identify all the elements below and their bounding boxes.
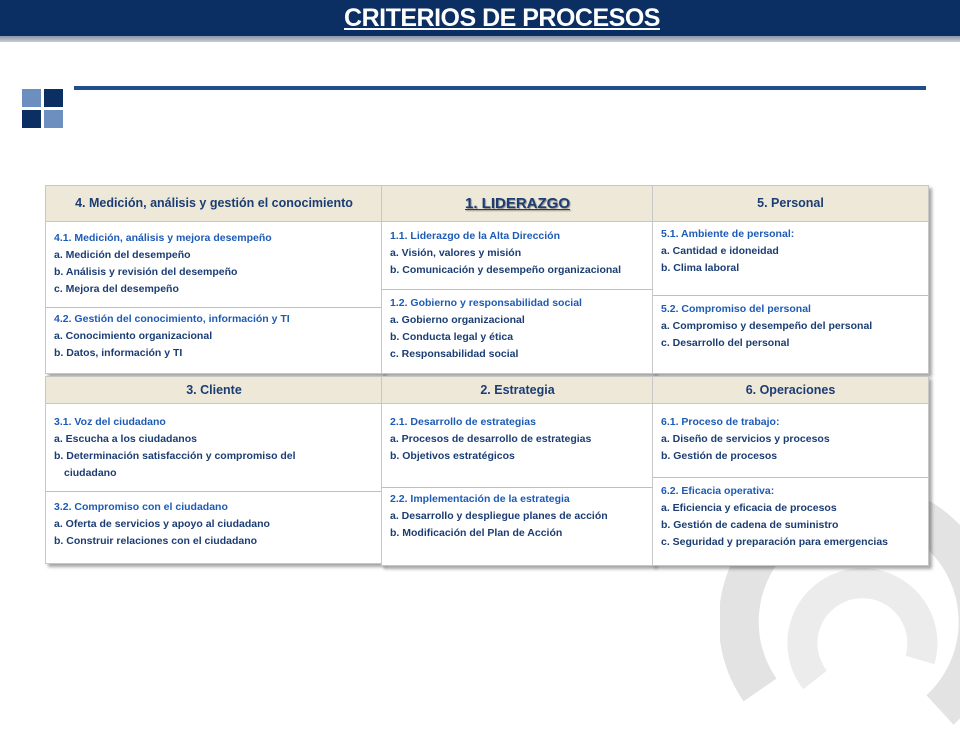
subcriterion-4-2: 4.2. Gestión del conocimiento, información y TI a. Conocimiento organizacional b. Datos, información y TI bbox=[54, 313, 290, 359]
page-title: CRITERIOS DE PROCESOS bbox=[344, 4, 660, 32]
criterion-header: 5. Personal bbox=[653, 186, 928, 222]
subcriterion-5-2: 5.2. Compromiso del personal a. Compromiso y desempeño del personal c. Desarrollo del personal bbox=[661, 303, 873, 349]
subcriterion-6-1: 6.1. Proceso de trabajo: a. Diseño de servicios y procesos b. Gestión de procesos bbox=[661, 416, 830, 462]
subcriterion-6-2: 6.2. Eficacia operativa: a. Eficiencia y eficacia de procesos b. Gestión de cadena de suministro c. Seguridad y preparación para emergencias bbox=[661, 485, 889, 548]
criterion-6-operaciones bbox=[652, 376, 929, 566]
subcriterion-1-1: 1.1. Liderazgo de la Alta Dirección a. Visión, valores y misión b. Comunicación y desempeño organizacional bbox=[390, 230, 622, 276]
subcriterion-2-1: 2.1. Desarrollo de estrategias a. Procesos de desarrollo de estrategias b. Objetivos estratégicos bbox=[390, 416, 592, 462]
subcriterion-4-1: 4.1. Medición, análisis y mejora desempeño a. Medición del desempeño b. Análisis y revisión del desempeño c. Mejora del desempeño bbox=[54, 232, 272, 295]
header-divider bbox=[74, 86, 926, 90]
criterion-header: 3. Cliente bbox=[46, 377, 382, 404]
criterion-4-medicion bbox=[45, 185, 383, 374]
criterion-header: 2. Estrategia bbox=[382, 377, 653, 404]
divider bbox=[382, 289, 653, 290]
criterion-2-estrategia bbox=[381, 376, 654, 566]
subcriterion-3-1: 3.1. Voz del ciudadano a. Escucha a los ciudadanos b. Determinación satisfacción y compromiso del ciudadano bbox=[54, 416, 296, 479]
divider bbox=[653, 295, 928, 296]
criterion-header: 1. LIDERAZGO bbox=[382, 186, 653, 222]
title-bar-stripe bbox=[0, 36, 960, 42]
criterion-header: 6. Operaciones bbox=[653, 377, 928, 404]
criterion-5-personal bbox=[652, 185, 929, 374]
divider bbox=[653, 477, 928, 478]
criterion-1-liderazgo bbox=[381, 185, 654, 374]
subcriterion-2-2: 2.2. Implementación de la estrategia a. Desarrollo y despliegue planes de acción b. Modificación del Plan de Acción bbox=[390, 493, 608, 539]
criterion-header: 4. Medición, análisis y gestión el conocimiento bbox=[46, 186, 382, 222]
divider bbox=[46, 491, 382, 492]
subcriterion-1-2: 1.2. Gobierno y responsabilidad social a. Gobierno organizacional b. Conducta legal y ética c. Responsabilidad social bbox=[390, 297, 582, 360]
divider bbox=[382, 487, 653, 488]
criterion-3-cliente bbox=[45, 376, 383, 564]
grid-logo-icon bbox=[22, 89, 66, 129]
subcriterion-5-1: 5.1. Ambiente de personal: a. Cantidad e idoneidad b. Clima laboral bbox=[661, 228, 795, 274]
subcriterion-3-2: 3.2. Compromiso con el ciudadano a. Oferta de servicios y apoyo al ciudadano b. Construir relaciones con el ciudadano bbox=[54, 501, 270, 547]
divider bbox=[46, 307, 382, 308]
